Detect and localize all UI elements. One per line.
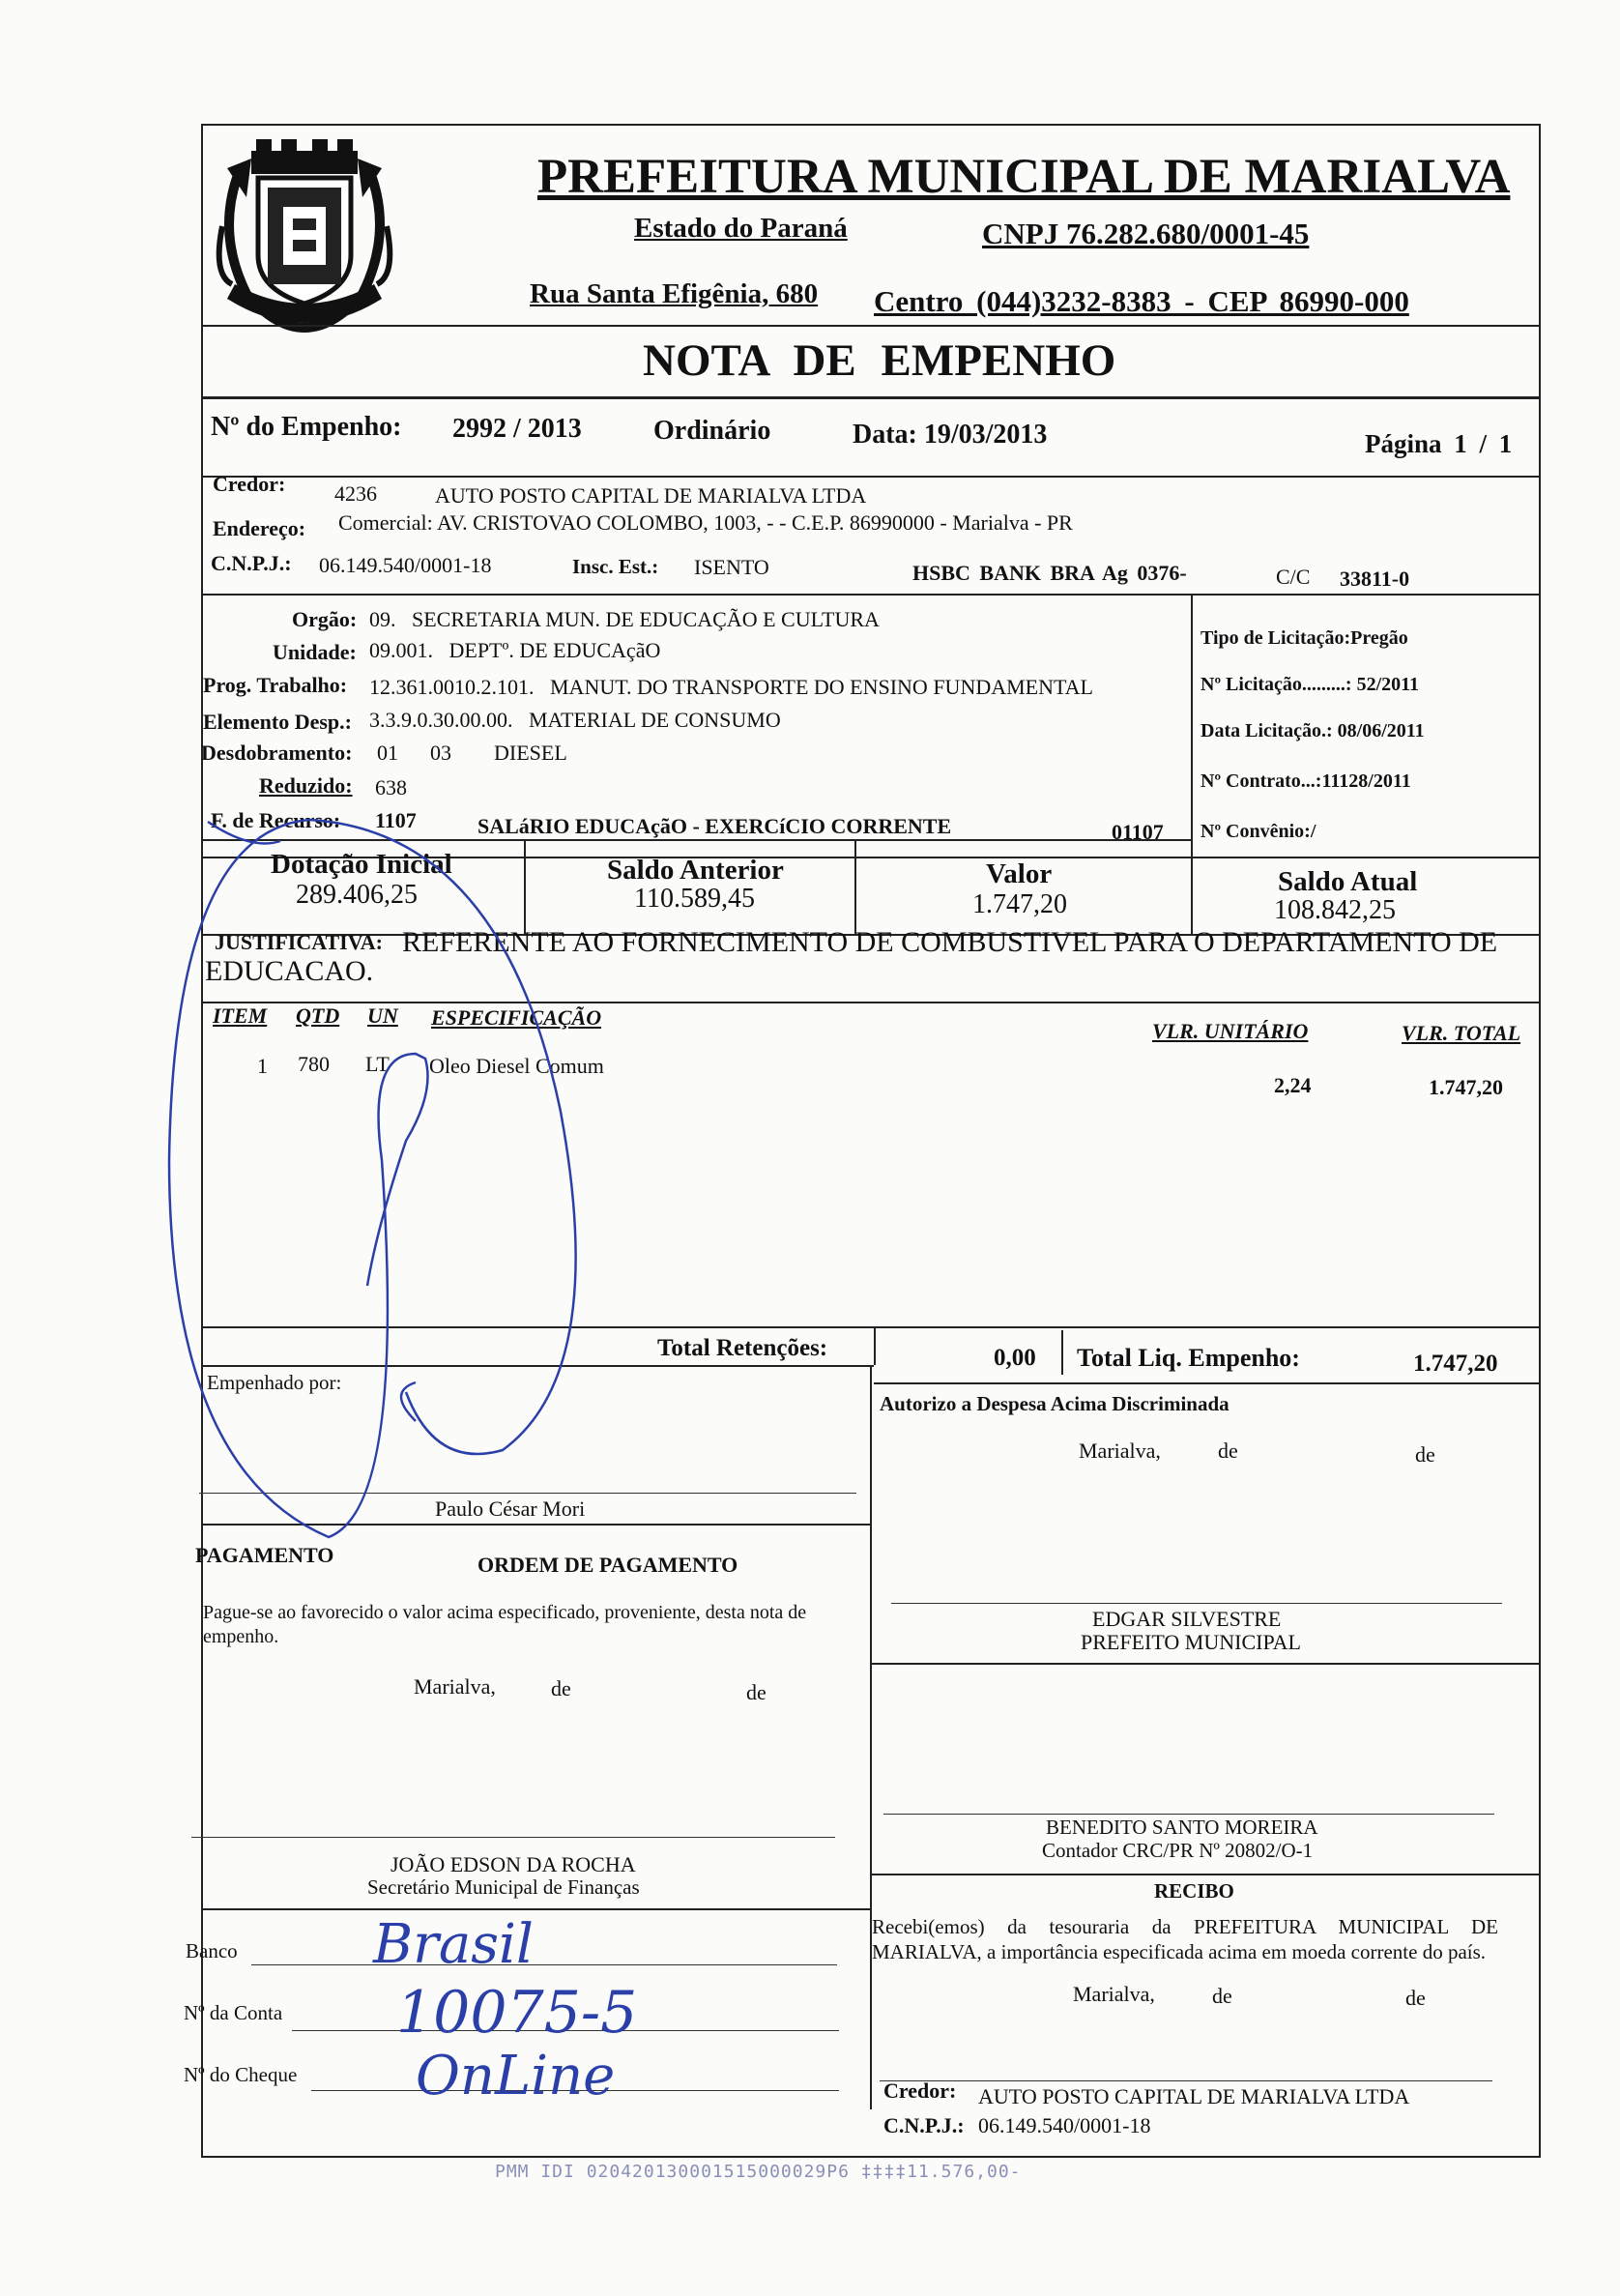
cnpj-prefeitura: CNPJ 76.282.680/0001-45 [982, 217, 1310, 250]
prefeitura-contact: Centro (044)3232-8383 - CEP 86990-000 [874, 284, 1409, 318]
secretario-role: Secretário Municipal de Finanças [367, 1875, 640, 1899]
justificativa-text: REFERENTE AO FORNECIMENTO DE COMBUSTIVEL PARA O DEPARTAMENTO DE [402, 926, 1498, 958]
divider [870, 1365, 872, 2109]
state-name: Estado do Paraná [634, 213, 848, 244]
prefeitura-address: Rua Santa Efigênia, 680 [530, 278, 819, 309]
credor-cnpj: 06.149.540/0001-18 [319, 553, 492, 577]
credor-label: Credor: [213, 472, 286, 496]
orgao-value: 09. SECRETARIA MUN. DE EDUCAÇÃO E CULTURA [369, 607, 880, 631]
prefeitura-title: PREFEITURA MUNICIPAL DE MARIALVA [537, 150, 1511, 204]
empenhado-name: Paulo César Mori [435, 1497, 586, 1521]
col-un: UN [367, 1003, 398, 1028]
empenho-type: Ordinário [653, 416, 771, 446]
row-qtd: 780 [298, 1052, 330, 1076]
retencoes-label: Total Retenções: [657, 1335, 828, 1361]
justificativa-text-line2: EDUCACAO. [205, 955, 374, 987]
divider [201, 1326, 1539, 1328]
banco-label: Banco [186, 1939, 238, 1962]
row-vlr-total: 1.747,20 [1429, 1075, 1503, 1099]
divider [1191, 594, 1193, 857]
liquido-label: Total Liq. Empenho: [1077, 1344, 1300, 1372]
divider [874, 1382, 1539, 1384]
reduzido-label: Reduzido: [259, 773, 353, 798]
row-un: LT [365, 1052, 390, 1076]
handwritten-banco: Brasil [373, 1913, 534, 1976]
valor-label: Valor [986, 858, 1053, 889]
empenho-date: Data: 19/03/2013 [853, 420, 1048, 450]
prog-trabalho-label: Prog. Trabalho: [203, 673, 348, 697]
saldo-atual-label: Saldo Atual [1278, 866, 1418, 897]
orgao-label: Orgão: [292, 607, 358, 631]
recurso-value: 1107 [375, 808, 417, 832]
contador-role: Contador CRC/PR Nº 20802/O-1 [1042, 1839, 1314, 1862]
recurso-code: 01107 [1112, 820, 1164, 844]
empenhado-label: Empenhado por: [207, 1371, 342, 1394]
divider [870, 1874, 1539, 1875]
signature-line [199, 1493, 856, 1494]
valor-value: 1.747,20 [972, 889, 1067, 919]
col-especificacao: ESPECIFICAÇÃO [431, 1005, 602, 1030]
secretario-name: JOÃO EDSON DA ROCHA [391, 1852, 636, 1876]
municipal-coat-of-arms [208, 130, 401, 337]
recurso-label: F. de Recurso: [211, 808, 341, 832]
contador-name: BENEDITO SANTO MOREIRA [1046, 1816, 1318, 1839]
conta-label: Nº da Conta [184, 2001, 283, 2024]
recibo-de-1: de [1212, 1984, 1232, 2008]
divider [201, 1365, 874, 1367]
prog-trabalho-value: 12.361.0010.2.101. MANUT. DO TRANSPORTE DO ENSINO FUNDAMENTAL [369, 675, 1093, 699]
justificativa-label: JUSTIFICATIVA: [215, 930, 384, 954]
signature-line [891, 1603, 1502, 1604]
pagamento-label: PAGAMENTO [195, 1543, 334, 1567]
dotacao-label: Dotação Inicial [271, 849, 452, 880]
bank-info: HSBC BANK BRA Ag 0376- [912, 561, 1187, 585]
recibo-cnpj-label: C.N.P.J.: [883, 2113, 965, 2137]
signature-line [880, 2080, 1492, 2081]
recibo-cnpj: 06.149.540/0001-18 [978, 2113, 1151, 2137]
convenio-number: Nº Convênio:/ [1201, 821, 1316, 842]
row-vlr-unitario: 2,24 [1274, 1073, 1312, 1097]
cnpj-label: C.N.P.J.: [211, 551, 292, 575]
handwritten-conta: 10075-5 [396, 1979, 638, 2047]
handwritten-cheque: OnLine [416, 2045, 616, 2107]
insc-label: Insc. Est.: [572, 555, 659, 578]
prefeito-role: PREFEITO MUNICIPAL [1081, 1630, 1301, 1654]
divider [874, 1326, 876, 1365]
col-vlr-unitario: VLR. UNITÁRIO [1152, 1019, 1309, 1043]
endereco-label: Endereço: [213, 516, 306, 540]
desdobramento-label: Desdobramento: [201, 741, 353, 765]
unidade-label: Unidade: [273, 640, 357, 664]
elemento-label: Elemento Desp.: [203, 710, 352, 734]
retencoes-value: 0,00 [994, 1345, 1036, 1371]
recibo-credor-label: Credor: [883, 2078, 957, 2103]
divider [201, 839, 1191, 841]
pagamento-place: Marialva, [414, 1674, 496, 1699]
autorizo-de-1: de [1218, 1439, 1238, 1463]
saldo-anterior-value: 110.589,45 [634, 884, 755, 914]
row-especificacao: Oleo Diesel Comum [429, 1054, 604, 1078]
col-qtd: QTD [296, 1003, 340, 1028]
recurso-description: SALáRIO EDUCAçãO - EXERCíCIO CORRENTE [477, 814, 952, 838]
divider [1191, 839, 1193, 936]
signature-line [883, 1814, 1494, 1815]
contrato-number: Nº Contrato...:11128/2011 [1201, 770, 1411, 792]
divider [201, 594, 1539, 596]
tipo-licitacao: Tipo de Licitação:Pregão [1201, 627, 1408, 649]
ordem-pagamento-title: ORDEM DE PAGAMENTO [477, 1553, 738, 1577]
credor-code: 4236 [334, 481, 377, 506]
saldo-anterior-label: Saldo Anterior [607, 855, 784, 886]
autorizo-text: Autorizo a Despesa Acima Discriminada [880, 1392, 1229, 1415]
footer-control-code: PMM IDI 020420130001515000029P6 ‡‡‡‡11.576,00- [495, 2162, 1022, 2182]
divider [201, 1908, 870, 1910]
col-vlr-total: VLR. TOTAL [1402, 1021, 1521, 1045]
licitacao-number: Nº Licitação.........: 52/2011 [1201, 674, 1420, 695]
divider [201, 1524, 870, 1526]
pagamento-text: Pague-se ao favorecido o valor acima especificado, proveniente, desta nota de empenho. [203, 1602, 807, 1647]
reduzido-value: 638 [375, 775, 407, 799]
divider [524, 839, 526, 936]
recibo-place: Marialva, [1073, 1982, 1155, 2006]
divider [201, 325, 1539, 327]
cc-label: C/C [1276, 565, 1311, 589]
recibo-de-2: de [1405, 1986, 1426, 2010]
autorizo-place: Marialva, [1079, 1439, 1161, 1463]
cc-value: 33811-0 [1340, 567, 1410, 591]
banco-line [251, 1964, 837, 1965]
empenho-number: 2992 / 2013 [452, 414, 582, 444]
insc-value: ISENTO [694, 555, 769, 579]
elemento-value: 3.3.9.0.30.00.00. MATERIAL DE CONSUMO [369, 708, 781, 732]
divider [1061, 1330, 1063, 1375]
divider [201, 476, 1539, 478]
pagamento-de-1: de [551, 1676, 571, 1700]
liquido-value: 1.747,20 [1413, 1351, 1498, 1377]
pagamento-de-2: de [746, 1680, 767, 1704]
autorizo-de-2: de [1415, 1442, 1435, 1467]
saldo-atual-value: 108.842,25 [1274, 895, 1396, 925]
prefeito-name: EDGAR SILVESTRE [1092, 1607, 1282, 1631]
dotacao-value: 289.406,25 [296, 880, 418, 910]
credor-address: Comercial: AV. CRISTOVAO COLOMBO, 1003, - - C.E.P. 86990000 - Marialva - PR [338, 510, 1073, 535]
desdobramento-value: 01 03 DIESEL [377, 741, 567, 765]
divider [201, 396, 1539, 399]
divider [201, 1002, 1539, 1003]
recibo-title: RECIBO [1154, 1879, 1234, 1903]
empenho-number-label: Nº do Empenho: [211, 412, 402, 442]
signature-line [191, 1837, 835, 1838]
recibo-text: Recebi(emos) da tesouraria da PREFEITURA MUNICIPAL DE MARIALVA, a importância especificada acima em moeda corrente do país. [872, 1915, 1498, 1964]
unidade-value: 09.001. DEPTº. DE EDUCAçãO [369, 638, 661, 662]
divider [854, 839, 856, 936]
divider [870, 1663, 1539, 1665]
document-title: NOTA DE EMPENHO [643, 335, 1116, 386]
data-licitacao: Data Licitação.: 08/06/2011 [1201, 720, 1425, 741]
cheque-label: Nº do Cheque [184, 2063, 298, 2086]
recibo-credor: AUTO POSTO CAPITAL DE MARIALVA LTDA [978, 2084, 1410, 2108]
page-indicator: Página 1 / 1 [1365, 429, 1513, 458]
credor-name: AUTO POSTO CAPITAL DE MARIALVA LTDA [435, 483, 867, 508]
row-item: 1 [257, 1054, 268, 1078]
col-item: ITEM [213, 1003, 268, 1028]
